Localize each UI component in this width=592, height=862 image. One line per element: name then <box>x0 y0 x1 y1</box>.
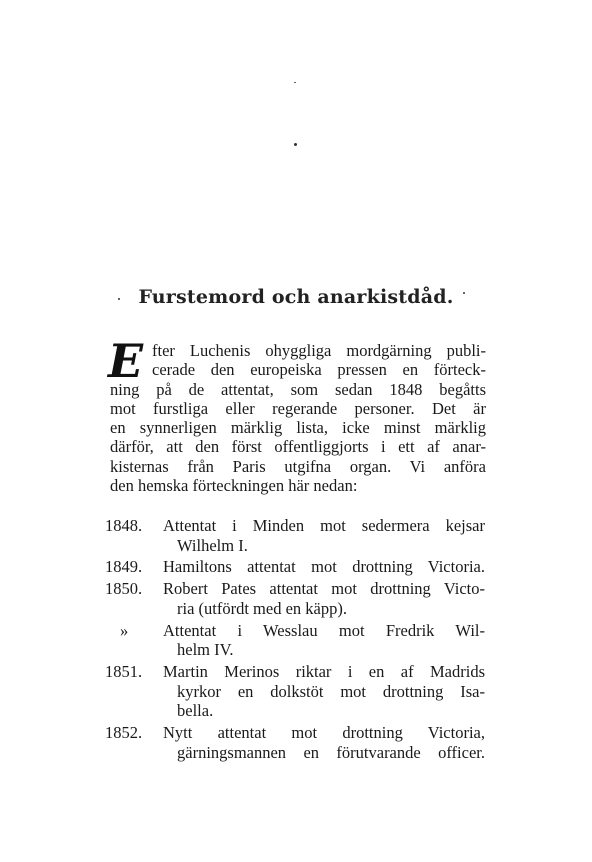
entry-year-ditto: » <box>120 620 129 640</box>
list-item <box>0 516 592 555</box>
paragraph-line: fter Luchenis ohyggliga mordgärning publi- <box>152 341 486 360</box>
page-title: Furstemord och anarkistdåd. <box>138 286 454 308</box>
entry-line: helm IV. <box>177 640 234 660</box>
entry-year: 1849. <box>105 557 143 577</box>
entry-year: 1848. <box>105 516 143 535</box>
entry-line: Wilhelm I. <box>177 535 248 555</box>
list-item <box>0 579 592 618</box>
entry-year: 1852. <box>105 723 143 743</box>
list-item <box>0 557 592 577</box>
paragraph-line: därför, att den först offentliggjorts i ett af anar- <box>110 437 486 457</box>
attack-list <box>0 516 592 764</box>
entry-text <box>163 579 485 618</box>
entry-line: Nytt attentat mot drottning Victoria, <box>163 723 485 743</box>
ink-speck <box>294 143 297 146</box>
paragraph-line: ning på de attentat, som sedan 1848 begåtts <box>110 379 486 399</box>
entry-text <box>163 516 485 555</box>
paragraph-line: mot furstliga eller regerande personer. Det är <box>110 398 486 418</box>
entry-line: bella. <box>177 701 214 721</box>
entry-text <box>163 723 485 762</box>
list-item <box>0 662 592 721</box>
ink-speck <box>294 82 296 83</box>
entry-line: Attentat i Wesslau mot Fredrik Wil- <box>163 620 485 640</box>
intro-paragraph <box>108 334 486 496</box>
entry-line: kyrkor en dolkstöt mot drottning Isa- <box>177 681 485 701</box>
list-item <box>0 723 592 762</box>
entry-text <box>163 557 485 577</box>
paragraph-line: en synnerligen märklig lista, icke minst märklig <box>110 418 486 438</box>
entry-line: Attentat i Minden mot sedermera kejsar <box>163 516 485 535</box>
entry-text <box>163 662 485 721</box>
entry-year: 1851. <box>105 661 143 681</box>
list-item <box>0 621 592 660</box>
entry-line: gärningsmannen en förutvarande officer. <box>177 742 485 762</box>
paragraph-line: kisternas från Paris utgifna organ. Vi anföra <box>110 456 486 476</box>
entry-line: Hamiltons attentat mot drottning Victoria. <box>163 557 485 577</box>
entry-line: ria (utfördt med en käpp). <box>177 598 347 618</box>
entry-line: Martin Merinos riktar i en af Madrids <box>163 661 485 681</box>
drop-cap: E <box>108 334 144 388</box>
entry-line: Robert Pates attentat mot drottning Victo- <box>163 579 485 599</box>
paragraph-line: cerade den europeiska pressen en förteck- <box>152 360 486 380</box>
entry-year: 1850. <box>105 579 143 599</box>
entry-text <box>163 621 485 660</box>
paragraph-line: den hemska förteckningen här nedan: <box>110 476 358 496</box>
